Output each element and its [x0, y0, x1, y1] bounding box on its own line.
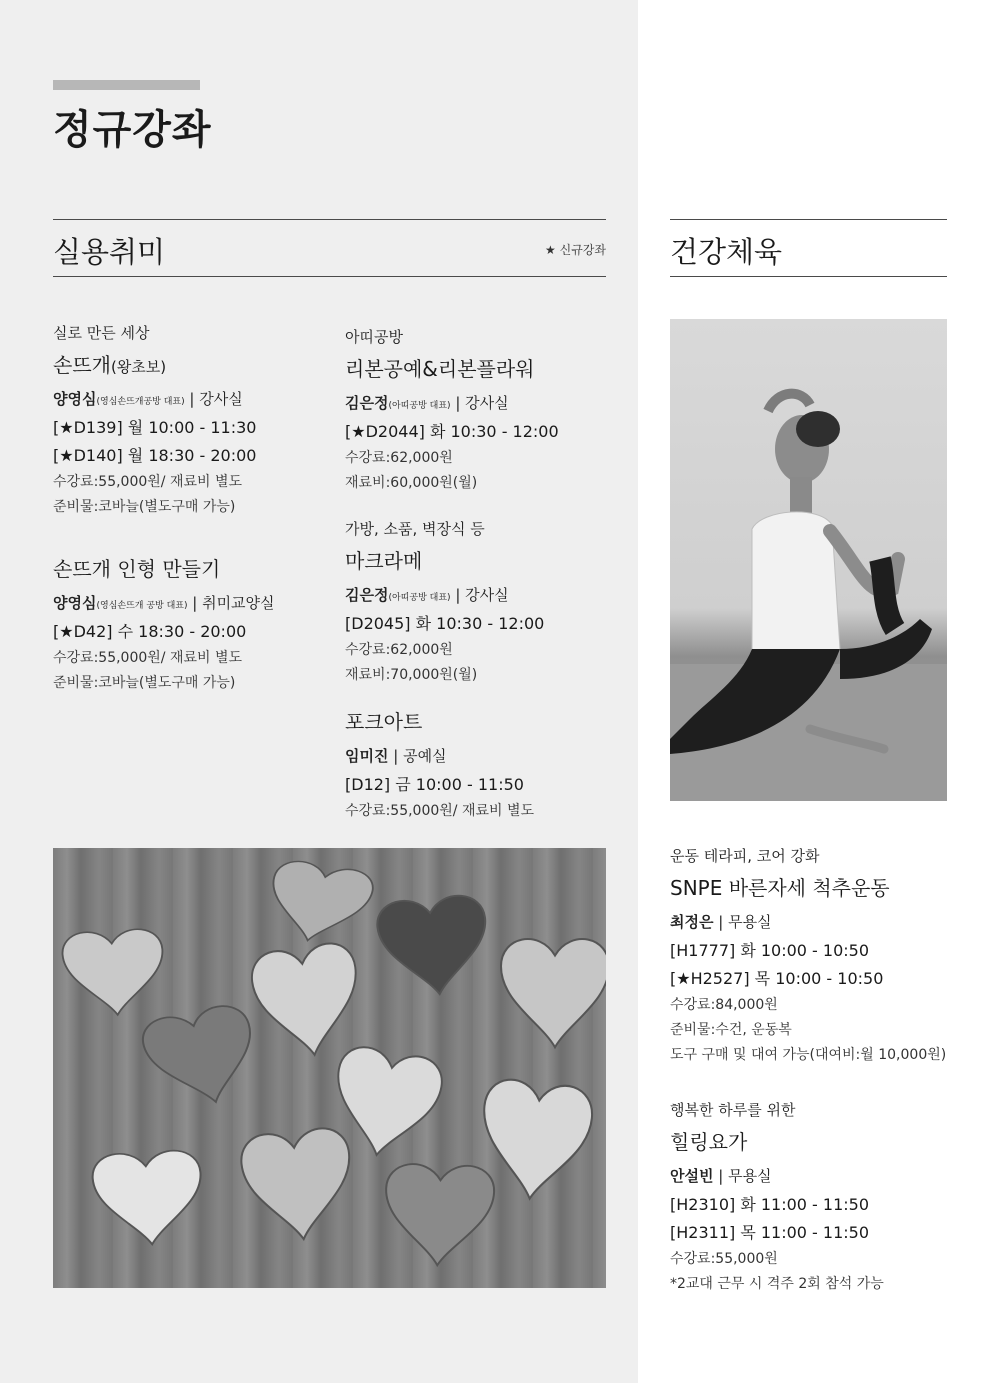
- instructor-affiliation: (아띠공방 대표): [388, 593, 451, 603]
- course-room: | 강사실: [450, 586, 509, 604]
- course-room: | 무용실: [713, 913, 772, 931]
- course-instructor: 최정은 | 무용실: [670, 913, 772, 931]
- course-macrame: [345, 518, 615, 689]
- course-fee: 수강료:55,000원/ 재료비 별도: [345, 803, 535, 819]
- course-name: 손뜨개(왕초보): [53, 353, 167, 377]
- title-accent-bar: [53, 80, 200, 90]
- course-schedule: [D12] 금 10:00 - 11:50: [345, 775, 524, 794]
- course-room: | 강사실: [184, 390, 243, 408]
- course-schedule: [★D139] 월 10:00 - 11:30: [53, 418, 257, 437]
- course-attendance-note: *2교대 근무 시 격주 2회 참석 가능: [670, 1276, 884, 1292]
- course-material-fee: 재료비:70,000원(월): [345, 667, 478, 683]
- course-fee: 수강료:55,000원/ 재료비 별도: [53, 650, 243, 666]
- course-ribbon-craft: [345, 326, 615, 497]
- section-title-hobby: 실용취미: [53, 235, 166, 269]
- course-supplies: 준비물:코바늘(별도구매 가능): [53, 675, 236, 691]
- crochet-hearts-photo: [53, 848, 606, 1288]
- course-instructor: 양영심(영심손뜨개 공방 대표) | 취미교양실: [53, 594, 275, 612]
- page-title: 정규강좌: [53, 107, 212, 153]
- course-name: SNPE 바른자세 척추운동: [670, 876, 890, 900]
- course-category: 운동 테라피, 코어 강화: [670, 847, 820, 865]
- course-name-suffix: (왕초보): [110, 358, 167, 376]
- course-schedule: [★D42] 수 18:30 - 20:00: [53, 622, 247, 641]
- section-header-health: [670, 219, 947, 277]
- course-schedule: [★D2044] 화 10:30 - 12:00: [345, 422, 559, 441]
- course-name: 손뜨개 인형 만들기: [53, 557, 221, 581]
- course-instructor: 김은정(아띠공방 대표) | 강사실: [345, 586, 509, 604]
- course-category: 실로 만든 세상: [53, 324, 150, 342]
- course-name: 마크라메: [345, 549, 423, 573]
- course-instructor: 양영심(영심손뜨개공방 대표) | 강사실: [53, 390, 243, 408]
- course-room: | 강사실: [450, 394, 509, 412]
- course-schedule: [H2311] 목 11:00 - 11:50: [670, 1223, 870, 1242]
- course-healing-yoga: [670, 1099, 940, 1298]
- course-fee: 수강료:55,000원: [670, 1251, 778, 1267]
- course-material-fee: 재료비:60,000원(월): [345, 475, 478, 491]
- instructor-affiliation: (영심손뜨개공방 대표): [96, 397, 185, 407]
- course-schedule: [D2045] 화 10:30 - 12:00: [345, 614, 545, 633]
- course-instructor: 안설빈 | 무용실: [670, 1167, 772, 1185]
- course-name: 힐링요가: [670, 1130, 748, 1154]
- course-folk-art: [345, 706, 615, 825]
- course-category: 가방, 소품, 벽장식 등: [345, 520, 485, 538]
- course-schedule: [H2310] 화 11:00 - 11:50: [670, 1195, 870, 1214]
- course-instructor: 김은정(아띠공방 대표) | 강사실: [345, 394, 509, 412]
- yoga-pose-photo: [670, 319, 947, 801]
- course-category: 아띠공방: [345, 328, 403, 346]
- section-header-hobby: [53, 219, 606, 277]
- course-instructor: 임미진 | 공예실: [345, 747, 447, 765]
- course-schedule: [H1777] 화 10:00 - 10:50: [670, 941, 870, 960]
- course-name: 포크아트: [345, 710, 423, 734]
- course-fee: 수강료:62,000원: [345, 450, 453, 466]
- course-knitted-doll: [53, 553, 323, 697]
- course-knitting-beginner: [53, 322, 323, 521]
- course-schedule: [★H2527] 목 10:00 - 10:50: [670, 969, 884, 988]
- course-fee: 수강료:84,000원: [670, 997, 778, 1013]
- course-rental-note: 도구 구매 및 대여 가능(대여비:월 10,000원): [670, 1047, 947, 1063]
- course-room: | 공예실: [388, 747, 447, 765]
- course-schedule: [★D140] 월 18:30 - 20:00: [53, 446, 257, 465]
- course-supplies: 준비물:코바늘(별도구매 가능): [53, 499, 236, 515]
- course-snpe-posture: [670, 845, 947, 1069]
- section-title-health: 건강체육: [670, 235, 783, 269]
- course-category: 행복한 하루를 위한: [670, 1101, 796, 1119]
- course-fee: 수강료:62,000원: [345, 642, 453, 658]
- course-room: | 무용실: [713, 1167, 772, 1185]
- course-room: | 취미교양실: [187, 594, 275, 612]
- course-supplies: 준비물:수건, 운동복: [670, 1022, 792, 1038]
- course-name: 리본공예&리본플라워: [345, 357, 535, 381]
- instructor-affiliation: (영심손뜨개 공방 대표): [96, 601, 188, 611]
- course-fee: 수강료:55,000원/ 재료비 별도: [53, 474, 243, 490]
- new-course-legend: ★ 신규강좌: [545, 243, 606, 257]
- instructor-affiliation: (아띠공방 대표): [388, 401, 451, 411]
